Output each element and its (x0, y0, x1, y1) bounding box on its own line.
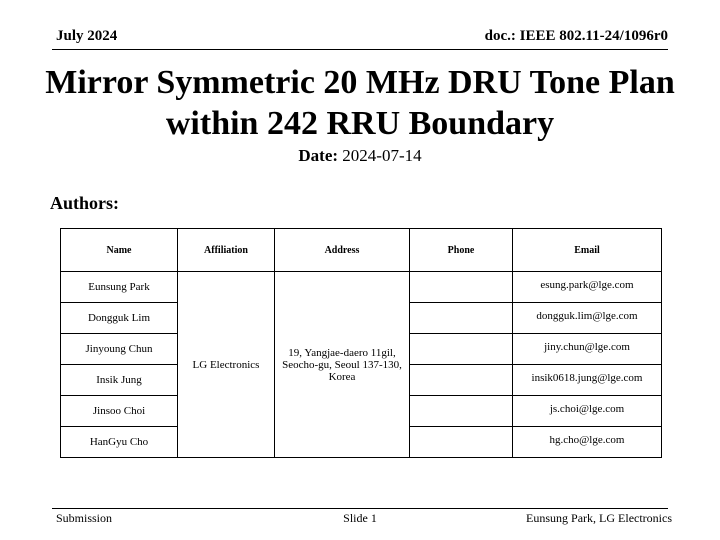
author-phone (410, 396, 513, 427)
col-header-phone: Phone (410, 229, 513, 272)
col-header-affiliation: Affiliation (178, 229, 275, 272)
col-header-address: Address (275, 229, 410, 272)
author-phone (410, 334, 513, 365)
slide-title (40, 62, 680, 144)
author-name: Jinsoo Choi (61, 396, 178, 427)
authors-heading: Authors: (50, 193, 120, 213)
table-row (61, 272, 662, 303)
date-line (0, 146, 720, 166)
author-name: Jinyoung Chun (61, 334, 178, 365)
date-value: 2024-07-14 (342, 146, 422, 165)
author-email: jiny.chun@lge.com (513, 334, 662, 365)
author-email: insik0618.jung@lge.com (513, 365, 662, 396)
author-email: esung.park@lge.com (513, 272, 662, 303)
author-name: Dongguk Lim (61, 303, 178, 334)
table-header-row (61, 229, 662, 272)
col-header-name: Name (61, 229, 178, 272)
date-label: Date: (298, 146, 339, 165)
footer-divider (52, 508, 668, 509)
header-doc-id: doc.: IEEE 802.11-24/1096r0 (484, 28, 668, 44)
author-affiliation: LG Electronics (178, 272, 275, 458)
footer-slide-number: Slide 1 (343, 511, 377, 525)
author-address: 19, Yangjae-daero 11gil, Seocho-gu, Seoul 137-130, Korea (275, 272, 410, 458)
author-phone (410, 365, 513, 396)
author-email: dongguk.lim@lge.com (513, 303, 662, 334)
author-email: js.choi@lge.com (513, 396, 662, 427)
col-header-email: Email (513, 229, 662, 272)
header-divider (52, 49, 668, 50)
footer-author: Eunsung Park, LG Electronics (526, 511, 672, 525)
author-phone (410, 272, 513, 303)
author-phone (410, 427, 513, 458)
slide-title-line-1: Mirror Symmetric 20 MHz DRU Tone Plan (45, 64, 675, 101)
slide-title-line-2: within 242 RRU Boundary (165, 105, 555, 142)
author-phone (410, 303, 513, 334)
author-name: HanGyu Cho (61, 427, 178, 458)
author-name: Insik Jung (61, 365, 178, 396)
header-date: July 2024 (56, 28, 118, 44)
authors-table (60, 228, 662, 458)
footer-submission: Submission (56, 511, 113, 525)
author-name: Eunsung Park (61, 272, 178, 303)
author-email: hg.cho@lge.com (513, 427, 662, 458)
